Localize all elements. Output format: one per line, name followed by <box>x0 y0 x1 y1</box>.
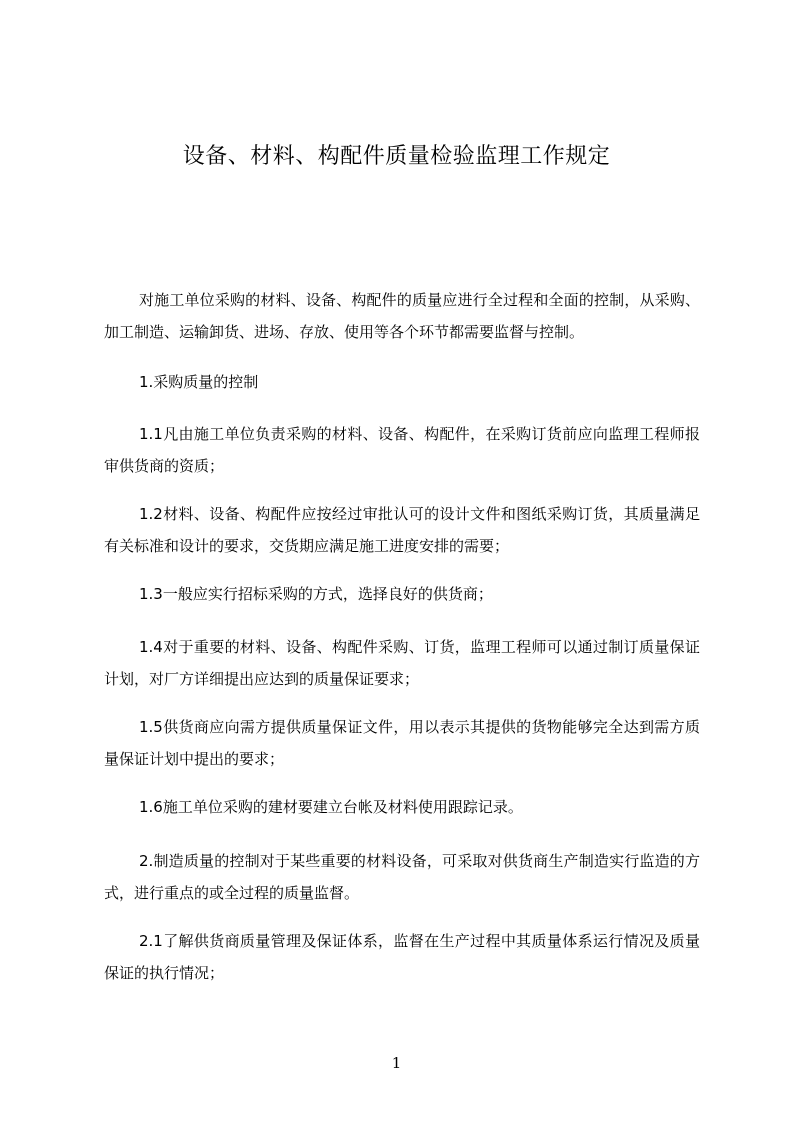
paragraph-2-1: 2.1了解供货商质量管理及保证体系，监督在生产过程中其质量体系运行情况及质量保证的执行情况； <box>104 932 700 982</box>
heading-procurement-quality: 1.采购质量的控制 <box>139 373 259 391</box>
paragraph-1-2: 1.2材料、设备、构配件应按经过审批认可的设计文件和图纸采购订货，其质量满足有关标准和设计的要求，交货期应满足施工进度安排的需要； <box>104 505 700 555</box>
document-title: 设备、材料、构配件质量检验监理工作规定 <box>182 144 611 169</box>
page-number: 1 <box>391 1054 402 1072</box>
paragraph-intro: 对施工单位采购的材料、设备、构配件的质量应进行全过程和全面的控制，从采购、加工制造、运输卸货、进场、存放、使用等各个环节都需要监督与控制。 <box>104 291 700 341</box>
paragraph-1-6: 1.6施工单位采购的建材要建立台帐及材料使用跟踪记录。 <box>139 798 523 816</box>
paragraph-1-1: 1.1凡由施工单位负责采购的材料、设备、构配件，在采购订货前应向监理工程师报审供货商的资质； <box>104 425 700 475</box>
paragraph-1-5: 1.5供货商应向需方提供质量保证文件，用以表示其提供的货物能够完全达到需方质量保证计划中提出的要求； <box>104 718 700 768</box>
paragraph-1-4: 1.4对于重要的材料、设备、构配件采购、订货，监理工程师可以通过制订质量保证计划，对厂方详细提出应达到的质量保证要求； <box>104 638 700 688</box>
paragraph-2: 2.制造质量的控制对于某些重要的材料设备，可采取对供货商生产制造实行监造的方式，进行重点的或全过程的质量监督。 <box>104 852 700 902</box>
paragraph-1-3: 1.3一般应实行招标采购的方式，选择良好的供货商； <box>139 585 493 603</box>
